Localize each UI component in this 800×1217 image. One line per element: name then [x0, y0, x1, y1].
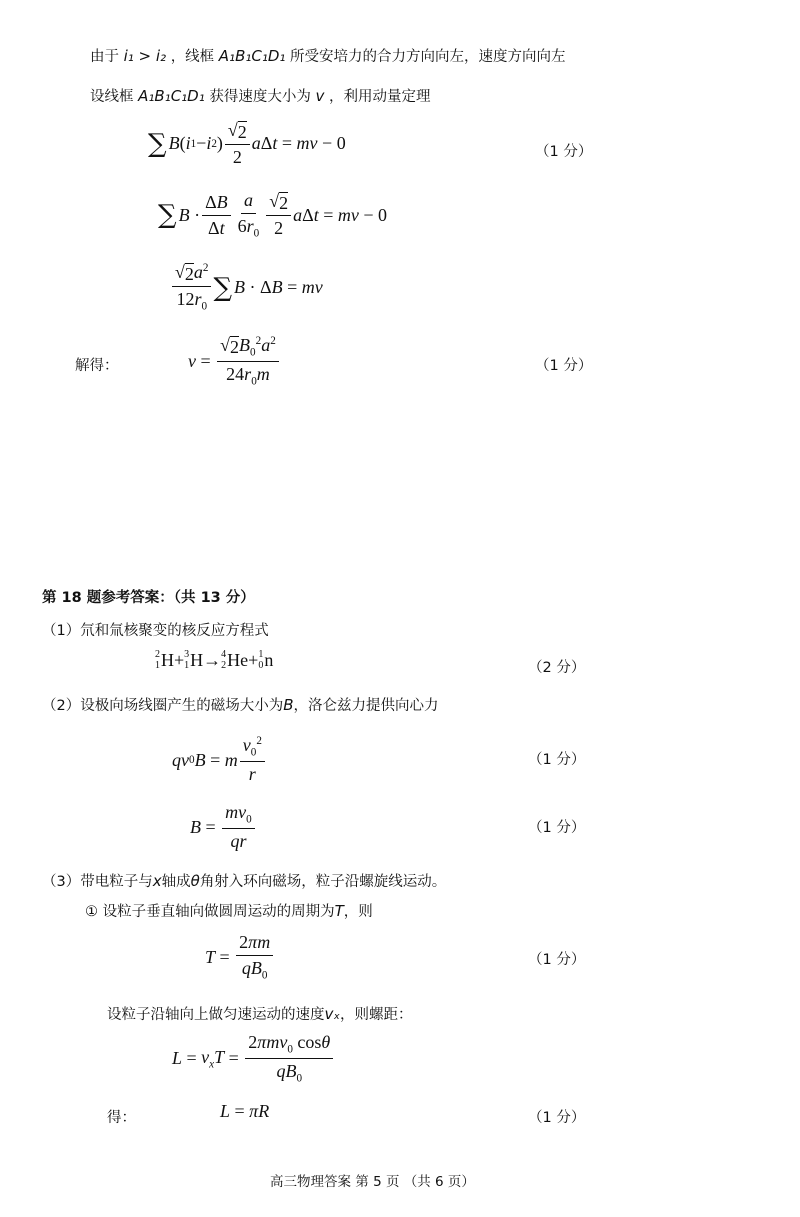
equation-momentum-2: ∑ B · $\frac{\Delta B}{\Delta t}$ $\frac{a}{6r_0}$ √ 2 2 a Δ t = mv − 0 — [158, 190, 388, 240]
part17-line2 — [90, 85, 430, 106]
field-symbol: B — [283, 696, 294, 714]
score-label: （1 分） — [528, 752, 586, 768]
q18-part1-label: （1）氘和氚核聚变的核反应方程式 — [42, 623, 269, 639]
score-label: （1 分） — [535, 358, 593, 374]
score-label: （1 分） — [528, 952, 586, 968]
text: ，线框 — [170, 49, 215, 65]
q18-pitch-label — [107, 1003, 413, 1024]
text: （3）带电粒子与 — [42, 874, 153, 890]
equation-momentum-1: ∑ B ( i 1 − i 2 ) √ 2 2 a Δ t = mv − 0 — [148, 120, 346, 167]
q18-part2-label — [42, 694, 439, 715]
axis-symbol: x — [152, 872, 162, 890]
q18-part3-sub1 — [85, 900, 373, 921]
result-label: 得： — [107, 1110, 136, 1126]
solve-label: 解得： — [75, 358, 119, 374]
equation-fusion: 2 1 H + 3 1 H → 4 2 He + 1 0 n — [155, 649, 274, 671]
equation-momentum-3: √ 2 $a^2$ $12r_0$ ∑ B · Δ B = mv — [170, 262, 323, 313]
velocity-symbol: v — [315, 87, 325, 105]
page-footer: 高三物理答案 第 5 页 （共 6 页） — [270, 1174, 475, 1190]
equation-field-b: B = $\frac{mv_0}{qr}$ — [190, 802, 257, 852]
text: ，则螺距： — [340, 1007, 413, 1023]
score-label: （1 分） — [535, 144, 593, 160]
equation-lorentz: qv 0 B = m $\frac{v_0^2}{r}$ — [172, 735, 267, 785]
angle-symbol: θ — [190, 872, 200, 890]
text: 轴成 — [161, 874, 191, 890]
text: 获得速度大小为 — [209, 89, 311, 105]
text: 所受安培力的合力方向向左，速度方向向左 — [290, 49, 566, 65]
score-label: （1 分） — [528, 820, 586, 836]
text: 角射入环向磁场，粒子沿螺旋线运动。 — [199, 874, 447, 890]
current-condition: i₁ > i₂ — [123, 47, 167, 65]
text: ，洛仑兹力提供向心力 — [293, 698, 439, 714]
question-18-title: 第 18 题参考答案：（共 13 分） — [42, 590, 255, 606]
text: ，则 — [343, 904, 373, 920]
frame-label: A₁B₁C₁D₁ — [218, 47, 286, 65]
text: 设粒子沿轴向上做匀速运动的速度 — [107, 1007, 325, 1023]
equation-pitch: L = $v_xT$ = $\frac{2\pi mv_0 \cos\theta}{qB_0}$ — [172, 1032, 335, 1086]
period-symbol: T — [334, 902, 344, 920]
text: 设线框 — [90, 89, 134, 105]
velocity-symbol: vₓ — [324, 1005, 341, 1023]
equation-result-v: v = √ 2 $B_0^2a^2$ $24r_0m$ — [188, 335, 281, 389]
score-label: （2 分） — [528, 660, 586, 676]
equation-period: T = $\frac{2\pi m}{qB_0}$ — [205, 932, 275, 982]
text: 由于 — [90, 49, 119, 65]
text: ① 设粒子垂直轴向做圆周运动的周期为 — [85, 904, 335, 920]
part17-line1 — [90, 45, 566, 66]
frame-label: A₁B₁C₁D₁ — [138, 87, 205, 105]
equation-pitch-result: L = πR — [220, 1101, 270, 1121]
text: （2）设极向场线圈产生的磁场大小为 — [42, 698, 284, 714]
text: ，利用动量定理 — [328, 89, 431, 105]
q18-part3-label — [42, 870, 446, 891]
score-label: （1 分） — [528, 1110, 586, 1126]
